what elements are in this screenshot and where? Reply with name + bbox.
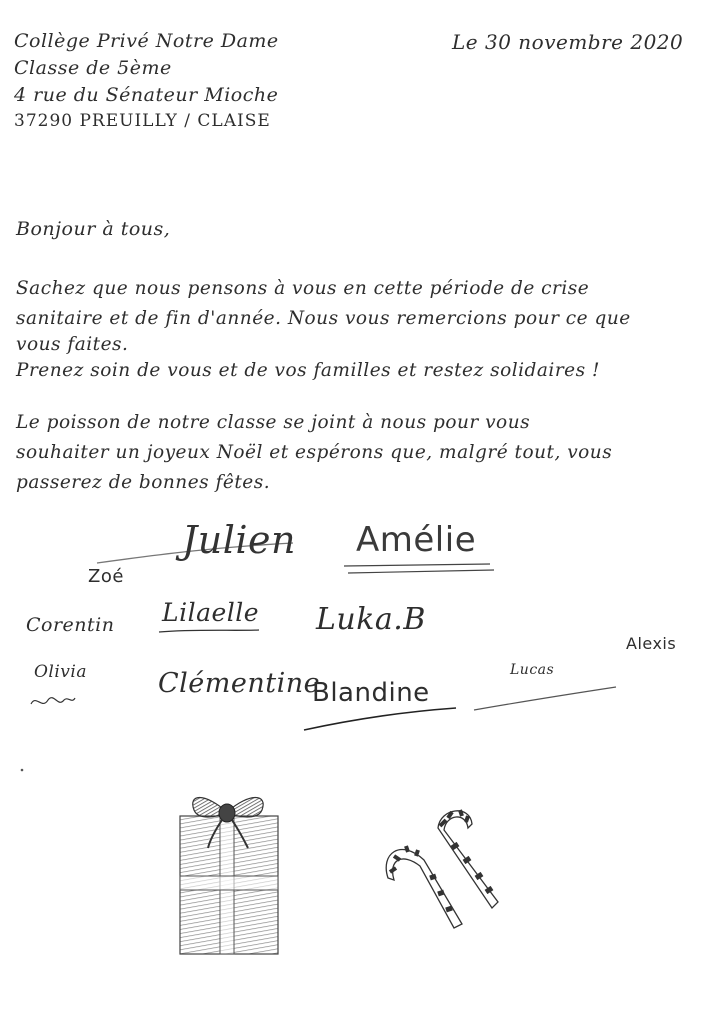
- signature-amelie: Amélie: [356, 520, 477, 560]
- gift-drawing: [174, 788, 286, 958]
- signature-julien: Julien: [182, 518, 296, 562]
- signature-luka: Luka.B: [316, 602, 426, 637]
- sender-line-class: Classe de 5ème: [14, 57, 172, 79]
- signature-alexis: Alexis: [626, 634, 677, 653]
- sender-line-school: Collège Privé Notre Dame: [14, 30, 279, 52]
- body-line: Sachez que nous pensons à vous en cette période de crise: [16, 278, 590, 299]
- letter-greeting: Bonjour à tous,: [16, 218, 171, 240]
- body-line: Prenez soin de vous et de vos familles et restez solidaires !: [16, 360, 600, 381]
- body-line: passerez de bonnes fêtes.: [16, 472, 271, 493]
- signature-corentin: Corentin: [26, 614, 115, 636]
- signature-lucas: Lucas: [510, 662, 555, 678]
- signature-underline-lucas: [470, 684, 620, 714]
- signature-underline-blandine: [300, 706, 460, 736]
- candy-cane-icon: [386, 810, 498, 928]
- letter-date: Le 30 novembre 2020: [452, 30, 684, 54]
- signature-underline-amelie: [340, 560, 500, 580]
- sender-line-city: 37290 PREUILLY / CLAISE: [14, 111, 271, 131]
- stray-mark: [18, 766, 28, 776]
- signature-lilaelle: Lilaelle: [162, 598, 260, 627]
- signature-scribble-olivia: [28, 690, 78, 712]
- sender-line-street: 4 rue du Sénateur Mioche: [14, 84, 279, 106]
- candy-drawing: [380, 798, 520, 938]
- signature-blandine: Blandine: [312, 678, 430, 708]
- gift-box-icon: [180, 798, 278, 955]
- signature-zoe: Zoé: [88, 566, 124, 587]
- body-line: Le poisson de notre classe se joint à nous pour vous: [16, 412, 531, 433]
- body-line: vous faites.: [16, 334, 129, 355]
- signature-underline-lilaelle: [155, 626, 265, 638]
- body-line: souhaiter un joyeux Noël et espérons que, malgré tout, vous: [16, 442, 613, 463]
- signature-clementine: Clémentine: [158, 668, 321, 699]
- body-line: sanitaire et de fin d'année. Nous vous remercions pour ce que: [16, 308, 631, 329]
- signature-olivia: Olivia: [34, 662, 87, 682]
